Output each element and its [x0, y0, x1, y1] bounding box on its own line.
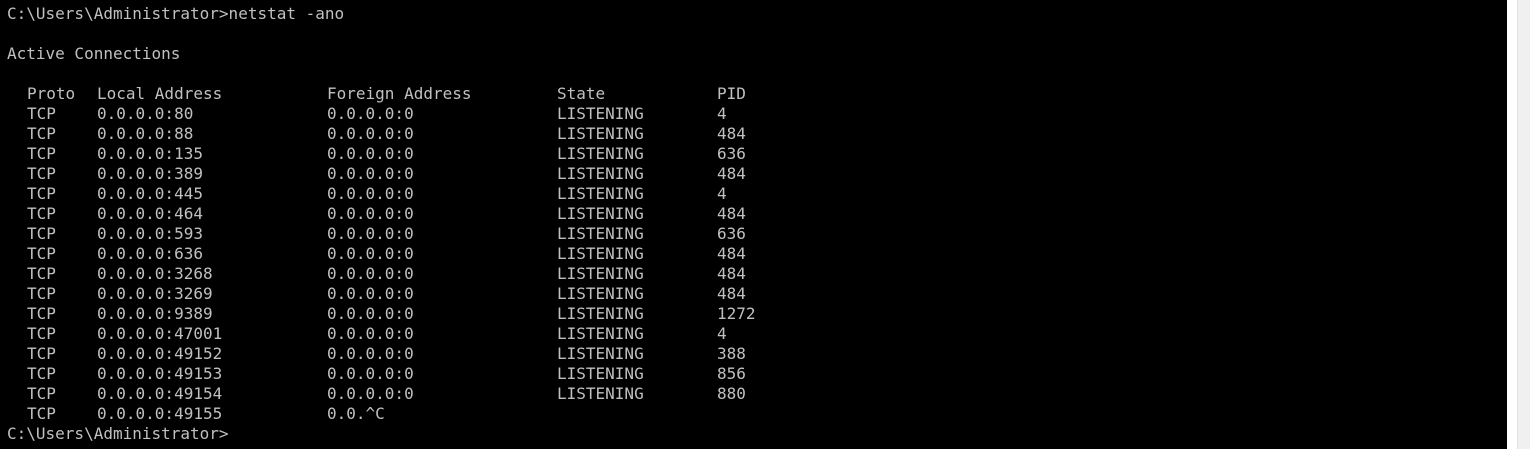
table-header [7, 84, 907, 104]
cell-proto: TCP [27, 264, 56, 283]
cell-local-address: 0.0.0.0:49154 [97, 384, 223, 403]
table-row [7, 344, 907, 364]
cell-foreign-address: 0.0.0.0:0 [327, 224, 414, 243]
section-title: Active Connections [7, 44, 181, 63]
cell-foreign-address: 0.0.0.0:0 [327, 344, 414, 363]
cell-proto: TCP [27, 124, 56, 143]
cell-pid: 1272 [717, 304, 756, 323]
table-row [7, 404, 907, 424]
cell-pid: 4 [717, 104, 727, 123]
cell-pid: 4 [717, 324, 727, 343]
cell-foreign-address: 0.0.0.0:0 [327, 364, 414, 383]
cell-proto: TCP [27, 344, 56, 363]
cell-local-address: 0.0.0.0:135 [97, 144, 203, 163]
cell-foreign-address: 0.0.0.0:0 [327, 264, 414, 283]
cell-state: LISTENING [557, 284, 644, 303]
table-row [7, 204, 907, 224]
cell-foreign-address: 0.0.^C [327, 404, 385, 423]
cell-proto: TCP [27, 184, 56, 203]
cell-local-address: 0.0.0.0:3268 [97, 264, 213, 283]
cell-local-address: 0.0.0.0:49153 [97, 364, 223, 383]
cell-pid: 484 [717, 264, 746, 283]
prompt-line: C:\Users\Administrator> [7, 424, 229, 443]
table-row [7, 224, 907, 244]
cell-state: LISTENING [557, 124, 644, 143]
cell-local-address: 0.0.0.0:80 [97, 104, 194, 123]
table-row [7, 364, 907, 384]
cell-local-address: 0.0.0.0:9389 [97, 304, 213, 323]
cell-state: LISTENING [557, 384, 644, 403]
cell-local-address: 0.0.0.0:47001 [97, 324, 223, 343]
cell-pid: 4 [717, 184, 727, 203]
cell-proto: TCP [27, 164, 56, 183]
table-row [7, 124, 907, 144]
cell-foreign-address: 0.0.0.0:0 [327, 324, 414, 343]
cell-local-address: 0.0.0.0:593 [97, 224, 203, 243]
cell-state: LISTENING [557, 364, 644, 383]
cell-local-address: 0.0.0.0:3269 [97, 284, 213, 303]
cell-pid: 856 [717, 364, 746, 383]
header-foreign: Foreign Address [327, 84, 472, 103]
cell-state: LISTENING [557, 164, 644, 183]
cell-pid: 484 [717, 204, 746, 223]
cell-local-address: 0.0.0.0:445 [97, 184, 203, 203]
cell-foreign-address: 0.0.0.0:0 [327, 244, 414, 263]
table-row [7, 144, 907, 164]
cell-pid: 636 [717, 224, 746, 243]
cell-proto: TCP [27, 404, 56, 423]
cell-foreign-address: 0.0.0.0:0 [327, 184, 414, 203]
cell-pid: 880 [717, 384, 746, 403]
cell-proto: TCP [27, 144, 56, 163]
table-row [7, 184, 907, 204]
cell-proto: TCP [27, 384, 56, 403]
table-row [7, 324, 907, 344]
cell-proto: TCP [27, 204, 56, 223]
cell-proto: TCP [27, 364, 56, 383]
cell-pid: 388 [717, 344, 746, 363]
cell-local-address: 0.0.0.0:389 [97, 164, 203, 183]
header-state: State [557, 84, 606, 103]
table-row [7, 284, 907, 304]
cell-proto: TCP [27, 284, 56, 303]
table-row [7, 104, 907, 124]
table-row [7, 264, 907, 284]
table-row [7, 244, 907, 264]
cell-foreign-address: 0.0.0.0:0 [327, 144, 414, 163]
cell-foreign-address: 0.0.0.0:0 [327, 304, 414, 323]
table-row [7, 384, 907, 404]
cell-pid: 636 [717, 144, 746, 163]
header-local: Local Address [97, 84, 223, 103]
cell-foreign-address: 0.0.0.0:0 [327, 284, 414, 303]
cell-local-address: 0.0.0.0:49155 [97, 404, 223, 423]
header-proto: Proto [27, 84, 76, 103]
cell-proto: TCP [27, 324, 56, 343]
cell-foreign-address: 0.0.0.0:0 [327, 204, 414, 223]
cell-pid: 484 [717, 244, 746, 263]
cell-state: LISTENING [557, 264, 644, 283]
cell-local-address: 0.0.0.0:49152 [97, 344, 223, 363]
cell-pid: 484 [717, 124, 746, 143]
cell-state: LISTENING [557, 344, 644, 363]
scrollbar-thumb[interactable] [1517, 0, 1530, 449]
cell-state: LISTENING [557, 224, 644, 243]
command-line: C:\Users\Administrator>netstat -ano [7, 4, 345, 23]
cell-proto: TCP [27, 104, 56, 123]
cell-state: LISTENING [557, 244, 644, 263]
cell-state: LISTENING [557, 144, 644, 163]
cell-foreign-address: 0.0.0.0:0 [327, 104, 414, 123]
cell-pid: 484 [717, 164, 746, 183]
cell-proto: TCP [27, 304, 56, 323]
cell-proto: TCP [27, 244, 56, 263]
header-pid: PID [717, 84, 746, 103]
cell-local-address: 0.0.0.0:636 [97, 244, 203, 263]
cell-foreign-address: 0.0.0.0:0 [327, 124, 414, 143]
cell-state: LISTENING [557, 304, 644, 323]
cell-state: LISTENING [557, 204, 644, 223]
cell-pid: 484 [717, 284, 746, 303]
cell-local-address: 0.0.0.0:464 [97, 204, 203, 223]
table-row [7, 304, 907, 324]
cell-state: LISTENING [557, 184, 644, 203]
cell-state: LISTENING [557, 324, 644, 343]
cell-proto: TCP [27, 224, 56, 243]
cell-foreign-address: 0.0.0.0:0 [327, 384, 414, 403]
cell-foreign-address: 0.0.0.0:0 [327, 164, 414, 183]
cell-state: LISTENING [557, 104, 644, 123]
table-row [7, 164, 907, 184]
cell-local-address: 0.0.0.0:88 [97, 124, 194, 143]
